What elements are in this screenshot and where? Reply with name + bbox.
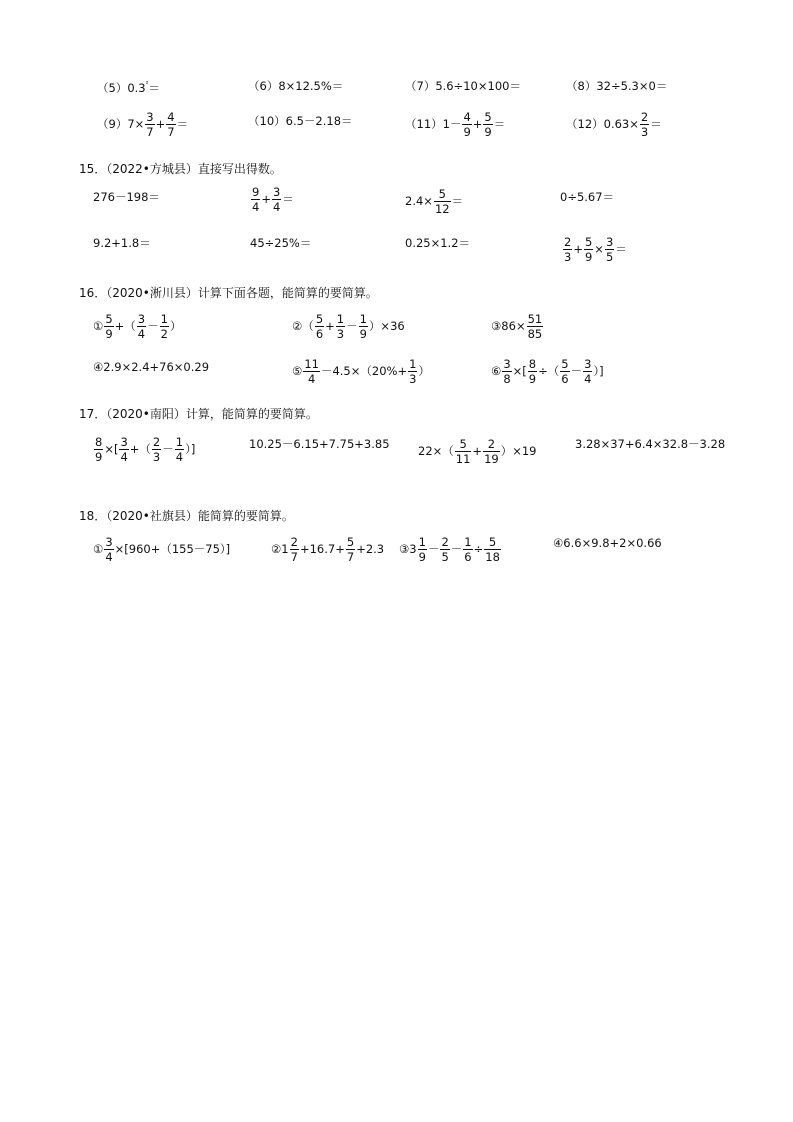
expression-text: ×[ (512, 363, 527, 378)
expression-text: ）×19 (500, 443, 537, 458)
numerator: 5 (561, 357, 569, 371)
numerator: 1 (409, 357, 417, 371)
denominator: 4 (307, 372, 316, 387)
expression-text: + (261, 191, 271, 206)
expression-text: + (155, 116, 166, 131)
expression-text: ×[ (104, 441, 119, 456)
numerator: 3 (272, 185, 281, 199)
question-16-title: 16．（2020•淅川县）计算下面各题，能简算的要简算。 (79, 286, 378, 300)
denominator: 4 (105, 550, 113, 565)
expression-text: 22×（ (418, 443, 454, 458)
fraction (583, 358, 592, 385)
q17-item-4: 3.28×37+6.4×32.8－3.28 (575, 437, 726, 451)
numerator: 1 (175, 435, 184, 449)
fraction (560, 358, 569, 385)
denominator: 9 (418, 550, 426, 565)
numerator: 1 (418, 535, 426, 549)
denominator: 5 (605, 250, 614, 265)
fraction (303, 358, 320, 385)
expression-text: + (472, 443, 483, 458)
q18-item-1 (93, 536, 230, 563)
expression-text: +（ (114, 318, 136, 333)
expression-text: ÷（ (538, 363, 560, 378)
expression-text: ① (93, 318, 104, 333)
expression-text: － (147, 318, 159, 333)
q16-item-5 (292, 358, 430, 385)
denominator: 8 (503, 372, 511, 387)
problem-5: $(5)0.3^{^2}=$ (97, 80, 160, 95)
numerator: 2 (483, 438, 500, 452)
expression-text: ＝ (493, 116, 506, 131)
fraction (484, 536, 501, 563)
question-17-title: 17．（2020•南阳）计算，能简算的要简算。 (79, 407, 318, 421)
q17-item-2: 10.25－6.15+7.75+3.85 (249, 437, 390, 451)
fraction (463, 536, 472, 563)
denominator: 4 (252, 200, 260, 215)
fraction (119, 436, 128, 463)
expression-text: + (573, 241, 583, 256)
fraction (94, 436, 103, 463)
q15-item-2 (250, 186, 294, 213)
fraction (160, 313, 169, 340)
fraction (640, 111, 649, 138)
fraction (336, 313, 345, 340)
fraction (462, 111, 471, 138)
expression-text: ） (169, 318, 182, 333)
expression-text: ＝ (282, 191, 294, 206)
expression-text: × (594, 241, 604, 256)
denominator: 19 (484, 452, 499, 467)
numerator: 1 (160, 312, 168, 326)
numerator: 9 (252, 185, 260, 199)
numerator: 3 (137, 312, 146, 326)
fraction (563, 236, 572, 263)
denominator: 11 (455, 452, 471, 467)
fraction (290, 536, 299, 563)
fraction (528, 358, 537, 385)
expression-text: ③86× (491, 318, 526, 333)
denominator: 3 (564, 250, 572, 265)
denominator: 4 (175, 450, 184, 465)
problem-10: （10）6.5－2.18＝ (248, 114, 353, 128)
numerator: 5 (584, 235, 593, 249)
fraction (175, 436, 184, 463)
expression-text: － (427, 541, 440, 556)
expression-text: ＝ (650, 116, 662, 131)
numerator: 8 (95, 435, 103, 449)
numerator: 3 (503, 357, 511, 371)
numerator: 5 (346, 535, 355, 549)
expression-text: （12）0.63× (566, 116, 639, 131)
expression-text: ×[960+（155－75）] (114, 541, 231, 556)
fraction (145, 111, 154, 138)
fraction (434, 188, 451, 215)
fraction (251, 186, 260, 213)
q16-item-2 (292, 313, 405, 340)
numerator: 3 (584, 357, 592, 371)
denominator: 9 (584, 250, 593, 265)
q18-item-3 (399, 536, 502, 563)
fraction (166, 111, 175, 138)
fraction (408, 358, 417, 385)
denominator: 4 (120, 450, 128, 465)
numerator: 5 (455, 438, 472, 452)
expression-text: +（ (129, 441, 151, 456)
fraction (605, 236, 614, 263)
expression-text: ⑥ (491, 363, 502, 378)
exponent: ² (145, 80, 149, 88)
expression-text: － (162, 441, 174, 456)
expression-text: +16.7+ (299, 541, 345, 556)
denominator: 85 (527, 327, 543, 342)
q15-item-4: 0÷5.67＝ (560, 190, 615, 204)
q15-item-5: 9.2+1.8＝ (93, 236, 151, 250)
denominator: 3 (336, 327, 345, 342)
expression-text: ）] (185, 441, 196, 456)
numerator: 5 (434, 188, 451, 202)
expression-text: ＝ (176, 116, 189, 131)
denominator: 7 (290, 550, 298, 565)
expression-text: ＝ (615, 241, 627, 256)
denominator: 6 (561, 372, 569, 387)
numerator: 2 (564, 235, 572, 249)
question-15-title: 15．（2022•方城县）直接写出得数。 (79, 162, 282, 176)
fraction (418, 536, 427, 563)
denominator: 12 (434, 202, 450, 217)
fraction (483, 111, 492, 138)
expression-text: 2.4× (405, 193, 433, 208)
q17-item-1 (93, 436, 195, 463)
expression-text: ）] (593, 363, 604, 378)
numerator: 2 (152, 435, 161, 449)
expression-text: + (325, 318, 335, 333)
denominator: 3 (409, 372, 417, 387)
expression-text: + (472, 116, 483, 131)
numerator: 1 (464, 535, 472, 549)
expression-text: ③3 (399, 541, 417, 556)
expression-text: ）×36 (368, 318, 405, 333)
numerator: 5 (484, 536, 501, 550)
problem-6: （6）8×12.5%＝ (248, 79, 344, 93)
fraction (455, 438, 472, 465)
expression-text: ②（ (292, 318, 314, 333)
expression-text: ÷ (473, 541, 484, 556)
q17-item-3 (418, 438, 536, 465)
numerator: 1 (359, 312, 367, 326)
denominator: 4 (272, 200, 281, 215)
fraction (483, 438, 500, 465)
expression-text: － (570, 363, 583, 378)
numerator: 2 (290, 535, 298, 549)
numerator: 3 (105, 535, 113, 549)
numerator: 2 (441, 535, 449, 549)
denominator: 2 (160, 327, 168, 342)
numerator: 4 (167, 110, 175, 124)
expression-text: +2.3 (356, 541, 385, 556)
denominator: 9 (528, 372, 537, 387)
q15-item-8 (562, 236, 627, 263)
fraction (104, 536, 113, 563)
numerator: 3 (146, 110, 154, 124)
expression-text: ＝ (451, 193, 464, 208)
q18-item-2 (271, 536, 384, 563)
q15-item-1: 276－198＝ (93, 190, 160, 204)
numerator: 2 (640, 110, 649, 124)
problem-9 (97, 111, 188, 138)
problem-12 (566, 111, 662, 138)
denominator: 4 (137, 327, 146, 342)
denominator: 6 (464, 550, 472, 565)
denominator: 6 (315, 327, 324, 342)
expression-text: － (450, 541, 463, 556)
expression-text: （9）7× (97, 116, 145, 131)
expression-text: － (346, 318, 358, 333)
q15-item-3 (405, 188, 463, 215)
denominator: 7 (167, 125, 175, 140)
fraction (440, 536, 449, 563)
denominator: 4 (584, 372, 592, 387)
denominator: 9 (484, 125, 492, 140)
denominator: 9 (463, 125, 471, 140)
q16-item-4: ④2.9×2.4+76×0.29 (93, 360, 210, 374)
q16-item-3 (491, 313, 544, 340)
denominator: 9 (95, 450, 103, 465)
numerator: 4 (463, 110, 471, 124)
q15-item-7: 0.25×1.2＝ (405, 236, 471, 250)
fraction (137, 313, 146, 340)
q15-item-6: 45÷25%＝ (250, 236, 312, 250)
expression-text: （11）1－ (405, 116, 462, 131)
expression-text: ②1 (271, 541, 289, 556)
numerator: 3 (120, 435, 128, 449)
numerator: 51 (527, 312, 543, 326)
denominator: 3 (640, 125, 649, 140)
fraction (527, 313, 544, 340)
denominator: 18 (485, 550, 500, 565)
expression-text: ⑤ (292, 363, 303, 378)
numerator: 5 (484, 110, 492, 124)
denominator: 9 (105, 327, 113, 342)
expression-text: ） (418, 363, 430, 378)
denominator: 7 (346, 550, 355, 565)
denominator: 3 (152, 450, 161, 465)
denominator: 9 (359, 327, 367, 342)
fraction (359, 313, 368, 340)
numerator: 11 (304, 357, 319, 371)
numerator: 5 (105, 312, 113, 326)
numerator: 5 (315, 312, 324, 326)
fraction (346, 536, 355, 563)
q16-item-6 (491, 358, 604, 385)
denominator: 5 (441, 550, 449, 565)
q18-item-4: ④6.6×9.8+2×0.66 (553, 536, 662, 550)
numerator: 1 (336, 312, 345, 326)
numerator: 3 (605, 235, 614, 249)
fraction (104, 313, 113, 340)
numerator: 8 (528, 357, 537, 371)
problem-8: （8）32÷5.3×0＝ (566, 79, 668, 93)
expression-text: －4.5×（20%+ (320, 363, 408, 378)
fraction (315, 313, 324, 340)
denominator: 7 (146, 125, 154, 140)
problem-7: （7）5.6÷10×100＝ (405, 79, 521, 93)
q16-item-1 (93, 313, 181, 340)
fraction (272, 186, 281, 213)
expression-text: ① (93, 541, 104, 556)
question-18-title: 18．（2020•社旗县）能简算的要简算。 (79, 509, 294, 523)
problem-11 (405, 111, 505, 138)
fraction (502, 358, 511, 385)
fraction (152, 436, 161, 463)
fraction (584, 236, 593, 263)
